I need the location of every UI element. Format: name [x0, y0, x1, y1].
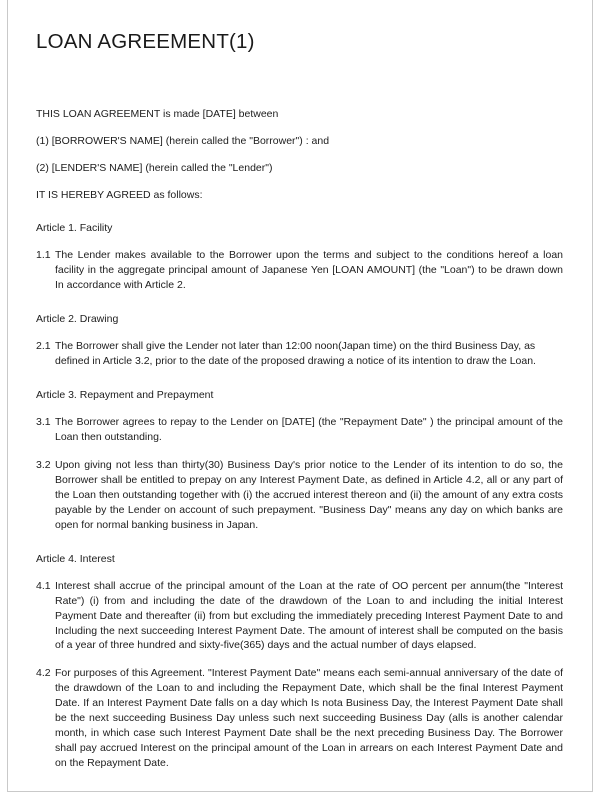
clause-text: Interest shall accrue of the principal amount of the Loan at the rate of OO percent per annum(the "Interest Rate") (i) from and including the date of the drawdown of the Loan to and including the initial Interest Payment Date and thereafter (ii) from but excluding the immediately preceding Interest Payment Date to and Including the next succeeding Interest Payment Date. The amount of interest shall be computed on the basis of a year of three hundred and sixty-five(365) days and the actual number of days elapsed.	[55, 579, 563, 652]
clause-4-1	[36, 579, 563, 654]
clause-2-1	[36, 339, 563, 369]
article-heading-3: Article 3. Repayment and Prepayment	[36, 389, 214, 402]
clause-4-2	[36, 666, 563, 770]
intro-paragraph-agreed: IT IS HEREBY AGREED as follows:	[36, 189, 203, 202]
clause-number: 3.1	[36, 416, 51, 429]
article-heading-2: Article 2. Drawing	[36, 313, 119, 326]
clause-text: The Borrower agrees to repay to the Lender on [DATE] (the "Repayment Date" ) the principal amount of the Loan then outstanding.	[55, 416, 563, 444]
document-body	[36, 0, 563, 771]
article-heading-4: Article 4. Interest	[36, 552, 115, 565]
clause-number: 2.1	[36, 340, 51, 353]
intro-paragraph-borrower: (1) [BORROWER'S NAME] (herein called the "Borrower") : and	[36, 134, 330, 147]
clause-3-1	[36, 415, 563, 445]
intro-paragraph-lender: (2) [LENDER'S NAME] (herein called the "Lender")	[36, 161, 273, 174]
clause-number: 4.1	[36, 579, 51, 592]
clause-text: The Borrower shall give the Lender not later than 12:00 noon(Japan time) on the third Business Day, as defined in Article 3.2, prior to the date of the proposed drawing a notice of its intention to draw the Loan.	[55, 340, 536, 368]
intro-block	[36, 107, 563, 203]
clause-3-2	[36, 458, 563, 533]
clause-number: 3.2	[36, 459, 51, 472]
article-heading-1: Article 1. Facility	[36, 222, 113, 235]
clause-text: For purposes of this Agreement. "Interest Payment Date" means each semi-annual anniversary of the date of the drawdown of the Loan to and including the Repayment Date, which shall be the final Interest Payment Date. If an Interest Payment Date falls on a day which Is nota Business Day, the Interest Payment Date shall be the next succeeding Business Day unless such next succeeding Business Day (alls is another calendar month, in which case such Interest Payment Date shall be the next preceding Business Day. The Borrower shall pay accrued Interest on the principal amount of the Loan in arrears on each Interest Payment Date and on the Repayment Date.	[55, 667, 563, 769]
clause-text: Upon giving not less than thirty(30) Business Day's prior notice to the Lender of its intention to do so, the Borrower shall be entitled to prepay on any Interest Payment Date, as defined in Article 4.2, all or any part of the Loan then outstanding together with (i) the accrued interest thereon and (ii) the amount of any extra costs payable by the Lender on account of such prepayment. "Business Day" means any day on which banks are open for normal banking business in Japan.	[55, 459, 563, 531]
clause-text: The Lender makes available to the Borrower upon the terms and subject to the conditions hereof a loan facility in the aggregate principal amount of Japanese Yen [LOAN AMOUNT] (the "Loan") to be drawn down In accordance with Article 2.	[55, 249, 563, 292]
clause-1-1	[36, 248, 563, 293]
page-title: LOAN AGREEMENT(1)	[36, 30, 255, 53]
clause-number: 1.1	[36, 249, 51, 262]
clause-number: 4.2	[36, 667, 51, 680]
intro-paragraph-1: THIS LOAN AGREEMENT is made [DATE] between	[36, 107, 279, 120]
